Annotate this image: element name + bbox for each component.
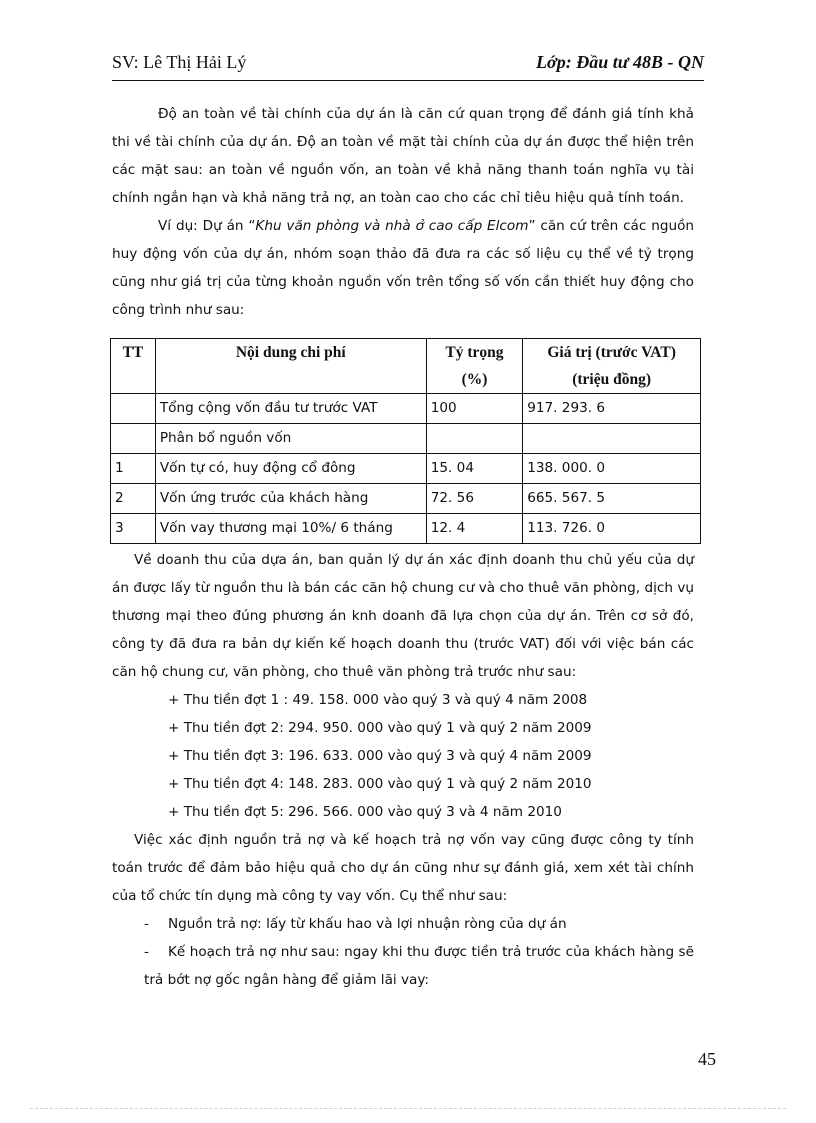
cell-ratio: 12. 4: [426, 514, 522, 544]
cell-content: Vốn ứng trước của khách hàng: [155, 484, 426, 514]
class-name: Lớp: Đầu tư 48B - QN: [536, 52, 704, 72]
revenue-item: + Thu tiền đợt 1 : 49. 158. 000 vào quý 3 và quý 4 năm 2008: [168, 692, 588, 708]
cell-ratio: [426, 424, 522, 454]
cell-value: 138. 000. 0: [523, 454, 701, 484]
cell-tt: [111, 424, 156, 454]
cell-content: Tổng cộng vốn đầu tư trước VAT: [155, 394, 426, 424]
revenue-item: + Thu tiền đợt 5: 296. 566. 000 vào quý 3 và 4 năm 2010: [168, 804, 562, 820]
col-value-line2: (triệu đồng): [572, 371, 651, 388]
cell-content: Vốn tự có, huy động cổ đông: [155, 454, 426, 484]
cell-value: 917. 293. 6: [523, 394, 701, 424]
dash-marker: -: [144, 944, 149, 960]
revenue-item: + Thu tiền đợt 3: 196. 633. 000 vào quý 3 và quý 4 năm 2009: [168, 748, 592, 764]
cell-value: 113. 726. 0: [523, 514, 701, 544]
project-name: Khu văn phòng và nhà ở cao cấp Elcom: [255, 218, 529, 234]
capital-structure-table: [110, 338, 701, 544]
col-ratio: [426, 339, 522, 394]
paragraph-revenue: Về doanh thu của dựa án, ban quản lý dự án xác định doanh thu chủ yếu của dự án được lấy từ nguồn thu là bán các căn hộ chung cư và cho thuê văn phòng, dịch vụ thương mại theo đúng phương án knh doanh đã lựa chọn của dự án. Trên cơ sở đó, công ty đã đưa ra bản dự kiến kế hoạch doanh thu (trước VAT) đối với việc bán các căn hộ chung cư, văn phòng, cho thuê văn phòng trả trước như sau:: [112, 552, 694, 680]
cell-ratio: 100: [426, 394, 522, 424]
paragraph-financial-safety: Độ an toàn về tài chính của dự án là căn cứ quan trọng để đánh giá tính khả thi về tài chính của dự án. Độ an toàn về mặt tài chính của dự án được thể hiện trên các mặt sau: an toàn về nguồn vốn, an toàn về khả năng thanh toán nghĩa vụ tài chính ngắn hạn và khả năng trả nợ, an toàn cao cho các chỉ tiêu hiệu quả tính toán.: [112, 106, 694, 206]
page-body: [112, 100, 694, 994]
table-row: [111, 424, 701, 454]
example-rest: ” căn cứ trên các nguồn huy động vốn của dự án, nhóm soạn thảo đã đưa ra các số liệu cụ thể về tỷ trọng cũng như giá trị của từng khoản nguồn vốn trên tổng số vốn cần thiết huy động cho công trình như sau:: [112, 218, 694, 318]
example-intro: Ví dụ: Dự án “: [158, 218, 256, 234]
cell-tt: [111, 394, 156, 424]
table-row: [111, 394, 701, 424]
col-ratio-line1: Tỷ trọng: [445, 344, 504, 361]
table-row: [111, 484, 701, 514]
dash-text: Kế hoạch trả nợ như sau: ngay khi thu được tiền trả trước của khách hàng sẽ trả bớt nợ gốc ngân hàng để giảm lãi vay:: [144, 944, 694, 988]
cell-ratio: 72. 56: [426, 484, 522, 514]
revenue-item: + Thu tiền đợt 2: 294. 950. 000 vào quý 1 và quý 2 năm 2009: [168, 720, 592, 736]
table-header-row: [111, 339, 701, 394]
dash-item: [112, 938, 694, 994]
cell-tt: 2: [111, 484, 156, 514]
cell-ratio: 15. 04: [426, 454, 522, 484]
dash-item: [112, 910, 694, 938]
page-header: [112, 52, 704, 74]
paragraph-example: [112, 212, 694, 324]
cell-tt: 3: [111, 514, 156, 544]
student-name: SV: Lê Thị Hải Lý: [112, 52, 247, 72]
paragraph-debt-repayment: Việc xác định nguồn trả nợ và kế hoạch trả nợ vốn vay cũng được công ty tính toán trước để đảm bảo hiệu quả cho dự án cũng như sự đánh giá, xem xét tài chính của tổ chức tín dụng mà công ty vay vốn. Cụ thể như sau:: [112, 832, 694, 904]
revenue-item: + Thu tiền đợt 4: 148. 283. 000 vào quý 1 và quý 2 năm 2010: [168, 776, 592, 792]
page-number: 45: [698, 1049, 716, 1069]
cell-value: 665. 567. 5: [523, 484, 701, 514]
col-value-line1: Giá trị (trước VAT): [547, 344, 676, 361]
dash-marker: -: [144, 916, 149, 932]
cell-tt: 1: [111, 454, 156, 484]
cell-content: Phân bổ nguồn vốn: [155, 424, 426, 454]
table-row: [111, 454, 701, 484]
page-bottom-border: [30, 1108, 786, 1109]
cell-content: Vốn vay thương mại 10%/ 6 tháng: [155, 514, 426, 544]
col-content: Nội dung chi phí: [155, 339, 426, 394]
col-tt: TT: [111, 339, 156, 394]
table-row: [111, 514, 701, 544]
col-ratio-line2: (%): [461, 371, 488, 388]
col-value: [523, 339, 701, 394]
cell-value: [523, 424, 701, 454]
header-divider: [112, 80, 704, 81]
dash-text: Nguồn trả nợ: lấy từ khấu hao và lợi nhuận ròng của dự án: [168, 916, 567, 932]
